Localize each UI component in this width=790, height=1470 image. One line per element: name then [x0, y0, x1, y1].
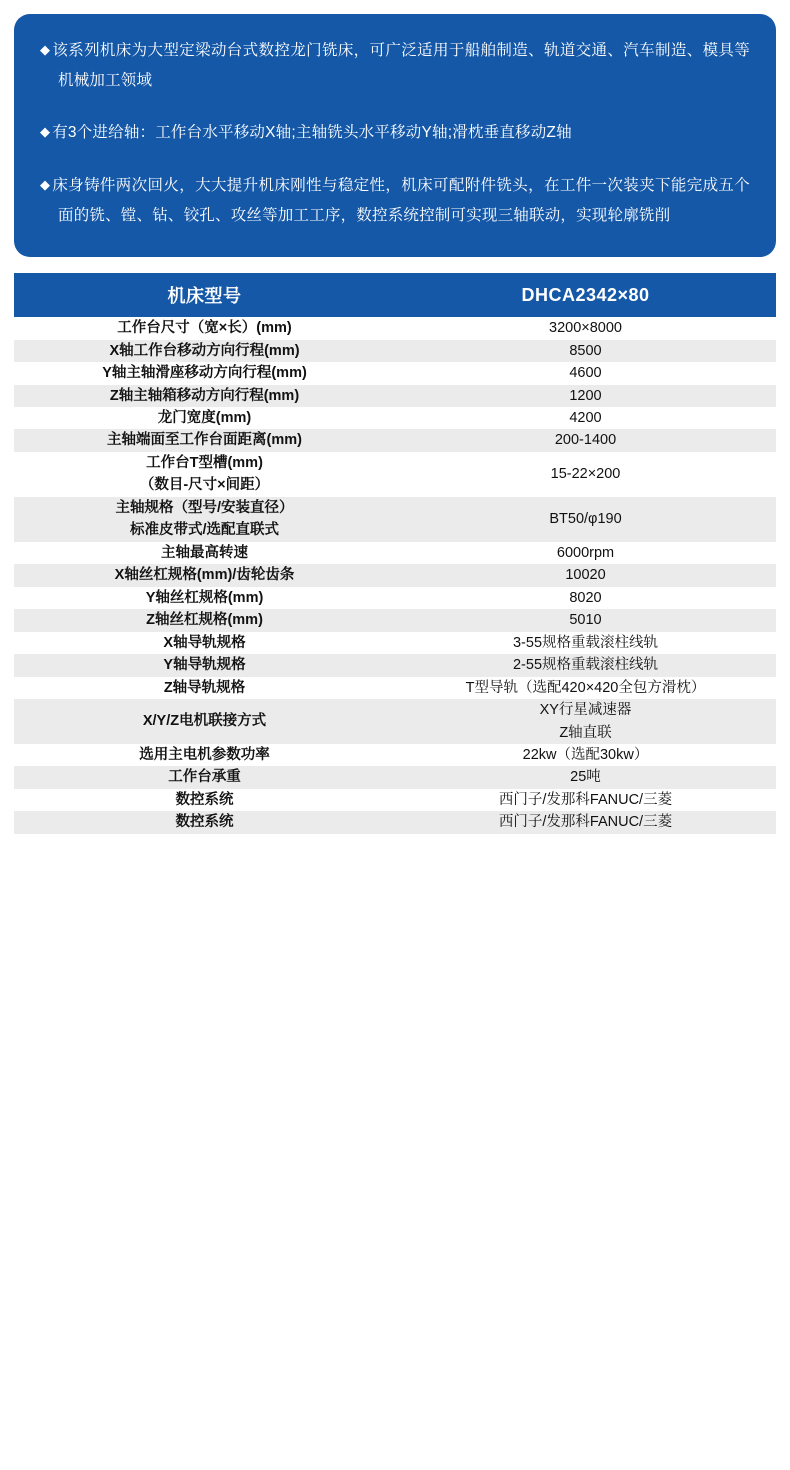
table-row-label: 主轴最高转速 — [14, 542, 395, 564]
table-row-value: 10020 — [395, 564, 776, 586]
table-row-label: Y轴丝杠规格(mm) — [14, 587, 395, 609]
table-row — [14, 317, 776, 339]
specification-table — [14, 273, 776, 834]
table-body — [14, 317, 776, 834]
intro-paragraph-2-text: 有3个进给轴：工作台水平移动X轴;主轴铣头水平移动Y轴;滑枕垂直移动Z轴 — [52, 124, 572, 142]
table-row-value: XY行星减速器 Z轴直联 — [395, 699, 776, 744]
table-row-value: 5010 — [395, 609, 776, 631]
table-header-value: DHCA2342×80 — [395, 273, 776, 317]
table-row-value: 22kw（选配30kw） — [395, 744, 776, 766]
table-row-label: Z轴丝杠规格(mm) — [14, 609, 395, 631]
table-row-value: 15-22×200 — [395, 452, 776, 497]
table-row — [14, 407, 776, 429]
table-row — [14, 385, 776, 407]
table-row-value: 6000rpm — [395, 542, 776, 564]
diamond-bullet-icon: ◆ — [40, 42, 51, 57]
table-row — [14, 699, 776, 744]
table-row — [14, 744, 776, 766]
table-row — [14, 362, 776, 384]
table-row — [14, 429, 776, 451]
table-row — [14, 654, 776, 676]
intro-paragraph-1 — [40, 36, 750, 96]
table-row-label: 工作台承重 — [14, 766, 395, 788]
intro-paragraph-3 — [40, 171, 750, 231]
table-row — [14, 452, 776, 497]
table-row — [14, 766, 776, 788]
table-row-label: 数控系统 — [14, 811, 395, 833]
table-row-label: Y轴主轴滑座移动方向行程(mm) — [14, 362, 395, 384]
table-row — [14, 564, 776, 586]
table-row-value: 4600 — [395, 362, 776, 384]
table-row-value: 3200×8000 — [395, 317, 776, 339]
table-row — [14, 811, 776, 833]
table-row-value: T型导轨（选配420×420全包方滑枕） — [395, 677, 776, 699]
table-row-value: 8500 — [395, 340, 776, 362]
table-row-label: 工作台尺寸（宽×长）(mm) — [14, 317, 395, 339]
table-row-label: 数控系统 — [14, 789, 395, 811]
table-row-value: 1200 — [395, 385, 776, 407]
table-row — [14, 340, 776, 362]
table-row-value: 西门子/发那科FANUC/三菱 — [395, 789, 776, 811]
table-row-label: 主轴规格（型号/安装直径） 标准皮带式/选配直联式 — [14, 497, 395, 542]
table-row-label: X/Y/Z电机联接方式 — [14, 699, 395, 744]
table-row — [14, 609, 776, 631]
table-row-value: BT50/φ190 — [395, 497, 776, 542]
table-header-label: 机床型号 — [14, 273, 395, 317]
table-row — [14, 587, 776, 609]
table-row-value: 25吨 — [395, 766, 776, 788]
table-row-label: Z轴主轴箱移动方向行程(mm) — [14, 385, 395, 407]
table-row-label: Z轴导轨规格 — [14, 677, 395, 699]
table-row-value: 西门子/发那科FANUC/三菱 — [395, 811, 776, 833]
table-row-value: 200-1400 — [395, 429, 776, 451]
table-header-row — [14, 273, 776, 317]
diamond-bullet-icon: ◆ — [40, 176, 51, 192]
table-row-label: X轴丝杠规格(mm)/齿轮齿条 — [14, 564, 395, 586]
table-row-label: 主轴端面至工作台面距离(mm) — [14, 429, 395, 451]
table-row-value: 2-55规格重载滚柱线轨 — [395, 654, 776, 676]
diamond-bullet-icon: ◆ — [40, 124, 51, 140]
intro-paragraph-2 — [40, 118, 750, 148]
table-row — [14, 497, 776, 542]
intro-panel — [14, 14, 776, 257]
table-row-label: Y轴导轨规格 — [14, 654, 395, 676]
table-row — [14, 677, 776, 699]
table-row-label: 选用主电机参数功率 — [14, 744, 395, 766]
table-row — [14, 542, 776, 564]
table-row — [14, 789, 776, 811]
table-row-label: X轴工作台移动方向行程(mm) — [14, 340, 395, 362]
table-row-value: 8020 — [395, 587, 776, 609]
intro-paragraph-3-text: 床身铸件两次回火，大大提升机床刚性与稳定性，机床可配附件铣头，在工件一次装夹下能完成五个面的铣、镗、钻、铰孔、攻丝等加工工序，数控系统控制可实现三轴联动，实现轮廓铣削 — [52, 176, 750, 224]
table-row-value: 4200 — [395, 407, 776, 429]
table-row-label: 工作台T型槽(mm) （数目-尺寸×间距） — [14, 452, 395, 497]
table-row — [14, 632, 776, 654]
intro-paragraph-1-text: 该系列机床为大型定梁动台式数控龙门铣床，可广泛适用于船舶制造、轨道交通、汽车制造、模具等机械加工领域 — [52, 42, 750, 90]
table-row-label: 龙门宽度(mm) — [14, 407, 395, 429]
table-row-value: 3-55规格重载滚柱线轨 — [395, 632, 776, 654]
table-row-label: X轴导轨规格 — [14, 632, 395, 654]
